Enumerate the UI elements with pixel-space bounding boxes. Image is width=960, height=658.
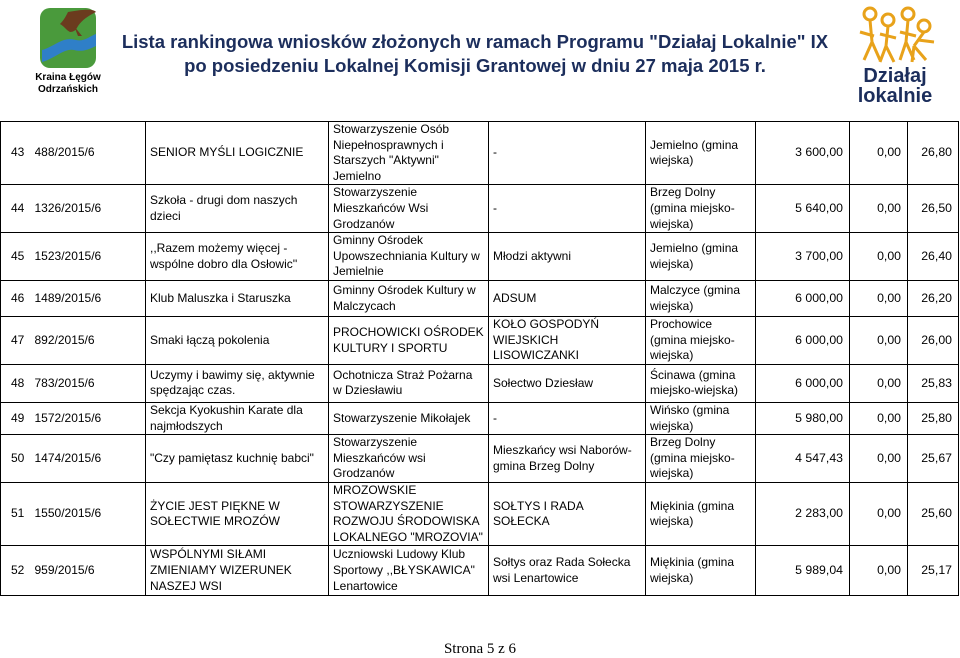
table-row [1, 281, 959, 317]
row-number-cell: 51 [1, 482, 35, 545]
table-row [1, 122, 959, 185]
informal-group-cell: Mieszkańcy wsi Naborów-gmina Brzeg Dolny [489, 435, 646, 483]
row-number-cell: 44 [1, 185, 35, 233]
other-amount-cell: 0,00 [850, 122, 908, 185]
applicant-name-cell: Gminny Ośrodek Kultury w Malczycach [329, 281, 489, 317]
kraina-legow-logo [30, 6, 110, 96]
granted-amount-cell: 6 000,00 [756, 281, 850, 317]
other-amount-cell: 0,00 [850, 435, 908, 483]
project-title-cell: "Czy pamiętasz kuchnię babci" [146, 435, 329, 483]
applicant-name-cell: Stowarzyszenie Mikołajek [329, 402, 489, 434]
logo-word-2: lokalnie [857, 85, 933, 106]
table-row [1, 546, 959, 596]
granted-amount-cell: 5 640,00 [756, 185, 850, 233]
row-number-cell: 52 [1, 546, 35, 596]
page-of: z [498, 641, 505, 657]
project-location-cell: Jemielno (gmina wiejska) [646, 122, 756, 185]
project-title-cell: Sekcja Kyokushin Karate dla najmłodszych [146, 402, 329, 434]
other-amount-cell: 0,00 [850, 364, 908, 402]
other-amount-cell: 0,00 [850, 281, 908, 317]
project-title-cell: SENIOR MYŚLI LOGICZNIE [146, 122, 329, 185]
granted-amount-cell: 4 547,43 [756, 435, 850, 483]
row-number-cell: 43 [1, 122, 35, 185]
informal-group-cell: Młodzi aktywni [489, 233, 646, 281]
granted-amount-cell: 5 989,04 [756, 546, 850, 596]
score-cell: 26,20 [908, 281, 959, 317]
page-header [0, 0, 960, 112]
logo-caption-line1: Kraina Łęgów [35, 72, 101, 83]
project-location-cell: Ścinawa (gmina miejsko-wiejska) [646, 364, 756, 402]
score-cell: 26,50 [908, 185, 959, 233]
informal-group-cell: Sołtys oraz Rada Sołecka wsi Lenartowice [489, 546, 646, 596]
informal-group-cell: - [489, 185, 646, 233]
informal-group-cell: - [489, 122, 646, 185]
logo-caption-line2: Odrzańskich [37, 84, 99, 95]
page-footer [0, 640, 960, 658]
granted-amount-cell: 2 283,00 [756, 482, 850, 545]
applicant-name-cell: Stowarzyszenie Osób Niepełnosprawnych i Starszych "Aktywni" Jemielno [329, 122, 489, 185]
score-cell: 25,67 [908, 435, 959, 483]
informal-group-cell: - [489, 402, 646, 434]
project-location-cell: Malczyce (gmina wiejska) [646, 281, 756, 317]
project-title-cell: Klub Maluszka i Staruszka [146, 281, 329, 317]
row-number-cell: 46 [1, 281, 35, 317]
score-cell: 25,17 [908, 546, 959, 596]
granted-amount-cell: 6 000,00 [756, 364, 850, 402]
project-title-cell: WSPÓLNYMI SIŁAMI ZMIENIAMY WIZERUNEK NASZEJ WSI [146, 546, 329, 596]
score-cell: 26,40 [908, 233, 959, 281]
table-row [1, 482, 959, 545]
application-number-cell: 1489/2015/6 [35, 281, 146, 317]
project-location-cell: Wińsko (gmina wiejska) [646, 402, 756, 434]
dzialaj-lokalnie-logo [850, 2, 940, 106]
project-title-cell: Uczymy i bawimy się, aktywnie spędzając czas. [146, 364, 329, 402]
application-number-cell: 1474/2015/6 [35, 435, 146, 483]
score-cell: 26,80 [908, 122, 959, 185]
applicant-name-cell: MROZOWSKIE STOWARZYSZENIE ROZWOJU ŚRODOWISKA LOKALNEGO "MROZOVIA" [329, 482, 489, 545]
project-location-cell: Brzeg Dolny (gmina miejsko-wiejska) [646, 185, 756, 233]
logo-word-1: Działaj [863, 65, 927, 87]
applicant-name-cell: Stowarzyszenie Mieszkańców wsi Grodzanów [329, 435, 489, 483]
title-line-1: Lista rankingowa wniosków złożonych w ramach Programu "Działaj Lokalnie" IX [121, 31, 829, 52]
project-location-cell: Brzeg Dolny (gmina miejsko-wiejska) [646, 435, 756, 483]
dzialaj-lokalnie-logo-icon [850, 2, 940, 106]
row-number-cell: 45 [1, 233, 35, 281]
informal-group-cell: SOŁTYS I RADA SOŁECKA [489, 482, 646, 545]
granted-amount-cell: 3 700,00 [756, 233, 850, 281]
title-line-2: po posiedzeniu Lokalnej Komisji Grantowej w dniu 27 maja 2015 r. [184, 55, 766, 76]
other-amount-cell: 0,00 [850, 317, 908, 365]
applicant-name-cell: Uczniowski Ludowy Klub Sportowy ,,BŁYSKAWICA" Lenartowice [329, 546, 489, 596]
project-title-cell: Szkoła - drugi dom naszych dzieci [146, 185, 329, 233]
page-total: 6 [508, 641, 517, 657]
application-number-cell: 1523/2015/6 [35, 233, 146, 281]
other-amount-cell: 0,00 [850, 402, 908, 434]
row-number-cell: 48 [1, 364, 35, 402]
row-number-cell: 50 [1, 435, 35, 483]
table-row [1, 364, 959, 402]
project-location-cell: Prochowice (gmina miejsko-wiejska) [646, 317, 756, 365]
other-amount-cell: 0,00 [850, 233, 908, 281]
application-number-cell: 959/2015/6 [35, 546, 146, 596]
project-title-cell: ŻYCIE JEST PIĘKNE W SOŁECTWIE MROZÓW [146, 482, 329, 545]
row-number-cell: 49 [1, 402, 35, 434]
granted-amount-cell: 6 000,00 [756, 317, 850, 365]
table-row [1, 317, 959, 365]
application-number-cell: 892/2015/6 [35, 317, 146, 365]
applicant-name-cell: PROCHOWICKI OŚRODEK KULTURY I SPORTU [329, 317, 489, 365]
project-location-cell: Miękinia (gmina wiejska) [646, 482, 756, 545]
table-row [1, 435, 959, 483]
applicant-name-cell: Gminny Ośrodek Upowszechniania Kultury w Jemielnie [329, 233, 489, 281]
granted-amount-cell: 5 980,00 [756, 402, 850, 434]
project-title-cell: ,,Razem możemy więcej - wspólne dobro dla Osłowic'' [146, 233, 329, 281]
informal-group-cell: KOŁO GOSPODYŃ WIEJSKICH LISOWICZANKI [489, 317, 646, 365]
table-body [1, 122, 959, 596]
page-title [120, 30, 830, 78]
informal-group-cell: ADSUM [489, 281, 646, 317]
score-cell: 25,83 [908, 364, 959, 402]
informal-group-cell: Sołectwo Dziesław [489, 364, 646, 402]
page-number: 5 [486, 641, 495, 657]
score-cell: 26,00 [908, 317, 959, 365]
other-amount-cell: 0,00 [850, 185, 908, 233]
application-number-cell: 488/2015/6 [35, 122, 146, 185]
project-location-cell: Miękinia (gmina wiejska) [646, 546, 756, 596]
row-number-cell: 47 [1, 317, 35, 365]
other-amount-cell: 0,00 [850, 546, 908, 596]
application-number-cell: 1326/2015/6 [35, 185, 146, 233]
applicant-name-cell: Stowarzyszenie Mieszkańców Wsi Grodzanów [329, 185, 489, 233]
application-number-cell: 1550/2015/6 [35, 482, 146, 545]
page-label: Strona [443, 641, 484, 657]
score-cell: 25,60 [908, 482, 959, 545]
granted-amount-cell: 3 600,00 [756, 122, 850, 185]
project-location-cell: Jemielno (gmina wiejska) [646, 233, 756, 281]
ranking-table [0, 121, 959, 596]
application-number-cell: 1572/2015/6 [35, 402, 146, 434]
bird-river-logo-icon [38, 6, 98, 70]
applicant-name-cell: Ochotnicza Straż Pożarna w Dziesławiu [329, 364, 489, 402]
table-row [1, 233, 959, 281]
project-title-cell: Smaki łączą pokolenia [146, 317, 329, 365]
score-cell: 25,80 [908, 402, 959, 434]
other-amount-cell: 0,00 [850, 482, 908, 545]
table-row [1, 402, 959, 434]
application-number-cell: 783/2015/6 [35, 364, 146, 402]
table-row [1, 185, 959, 233]
